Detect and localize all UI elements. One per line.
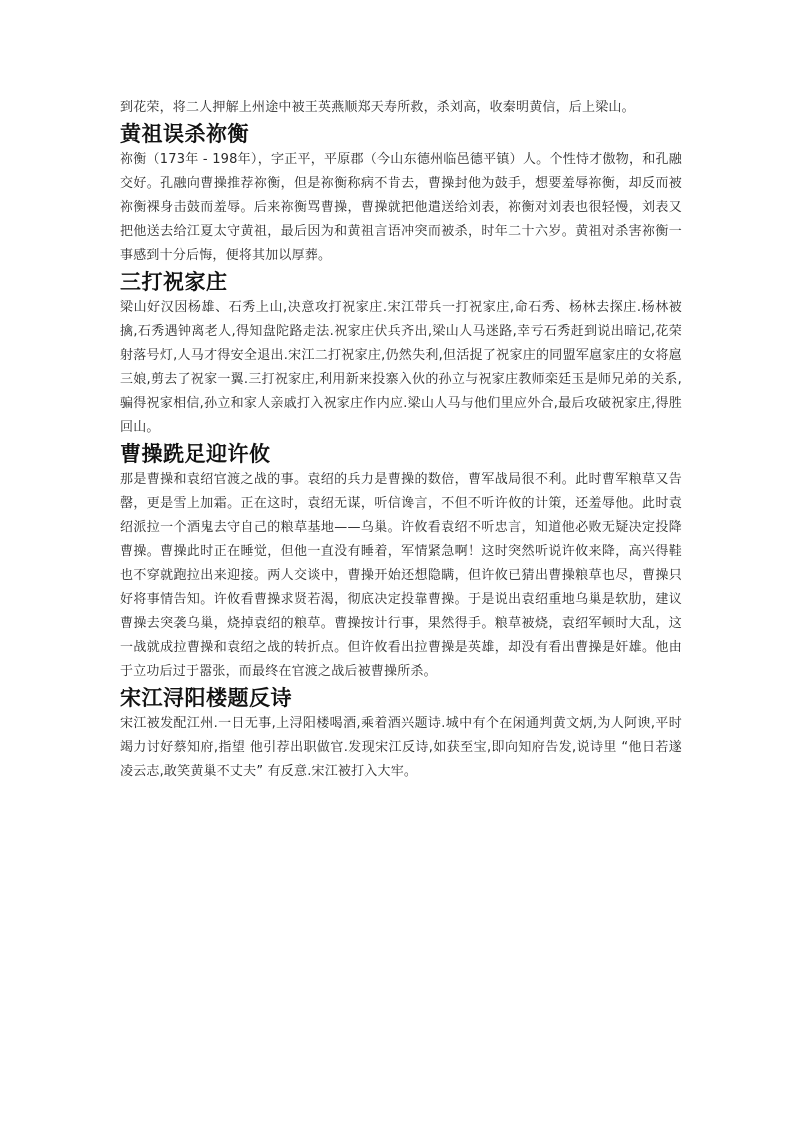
document-page [120,96,682,784]
section-heading-xuyou: 曹操跣足迎许攸 [120,442,271,466]
section-body-songjiang: 宋江被发配江州.一日无事,上浔阳楼喝酒,乘着酒兴题诗.城中有个在闲通判黄文炳,为人阿谀,平时竭力讨好蔡知府,指望 他引荐出职做官.发现宋江反诗,如获至宝,即向知府告发,说诗里 “他日若遂凌云志,敢笑黄巢不丈夫” 有反意.宋江被打入大牢。 [120,716,682,779]
section-body-huangzu: 祢衡（173年 - 198年），字正平，平原郡（今山东德州临邑德平镇）人。个性恃才傲物，和孔融交好。孔融向曹操推荐祢衡，但是祢衡称病不肯去，曹操封他为鼓手，想要羞辱祢衡，却反而被祢衡裸身击鼓而羞辱。后来祢衡骂曹操，曹操就把他遣送给刘表，祢衡对刘表也很轻慢，刘表又把他送去给江夏太守黄祖，最后因为和黄祖言语冲突而被杀，时年二十六岁。黄祖对杀害祢衡一事感到十分后悔，便将其加以厚葬。 [120,152,682,263]
section-heading-huangzu: 黄祖误杀祢衡 [120,122,249,146]
section-heading-zhujiazhuang-text: 三打祝家庄 [120,270,228,294]
section-body-zhujiazhuang: 梁山好汉因杨雄、石秀上山,决意攻打祝家庄.宋江带兵一打祝家庄,命石秀、杨林去探庄.杨林被擒,石秀遇钟离老人,得知盘陀路走法.祝家庄伏兵齐出,梁山人马迷路,幸亏石秀赶到说出暗记,花荣射落号灯,人马才得安全退出.宋江二打祝家庄,仍然失利,但活捉了祝家庄的同盟军扈家庄的女将扈三娘,剪去了祝家一翼.三打祝家庄,利用新来投寨入伙的孙立与祝家庄教师栾廷玉是师兄弟的关系,骗得祝家相信,孙立和家人亲戚打入祝家庄作内应.梁山人马与他们里应外合,最后攻破祝家庄,得胜回山。 [120,300,682,435]
section-heading-zhujiazhuang [120,268,682,296]
intro-paragraph: 到花荣，将二人押解上州途中被王英燕顺郑天寿所救，杀刘高，收秦明黄信，后上梁山。 [120,100,635,115]
section-heading-songjiang: 宋江浔阳楼题反诗 [120,686,292,710]
section-body-xuyou: 那是曹操和袁绍官渡之战的事。袁绍的兵力是曹操的数倍，曹军战局很不利。此时曹军粮草又告罄，更是雪上加霜。正在这时，袁绍无谋，听信谗言，不但不听许攸的计策，还羞辱他。此时袁绍派拉一个酒鬼去守自己的粮草基地——乌巢。许攸看袁绍不听忠言，知道他必败无疑决定投降曹操。曹操此时正在睡觉，但他一直没有睡着，军情紧急啊！这时突然听说许攸来降，高兴得鞋也不穿就跑拉出来迎接。两人交谈中，曹操开始还想隐瞒，但许攸已猜出曹操粮草也尽，曹操只好将事情告知。许攸看曹操求贤若渴，彻底决定投靠曹操。于是说出袁绍重地乌巢是软肋，建议曹操去突袭乌巢，烧掉袁绍的粮草。曹操按计行事，果然得手。粮草被烧，袁绍军顿时大乱，这一战就成拉曹操和袁绍之战的转折点。但许攸看出拉曹操是英雄，却没有看出曹操是奸雄。他由于立功后过于嚣张，而最终在官渡之战后被曹操所杀。 [120,472,682,679]
